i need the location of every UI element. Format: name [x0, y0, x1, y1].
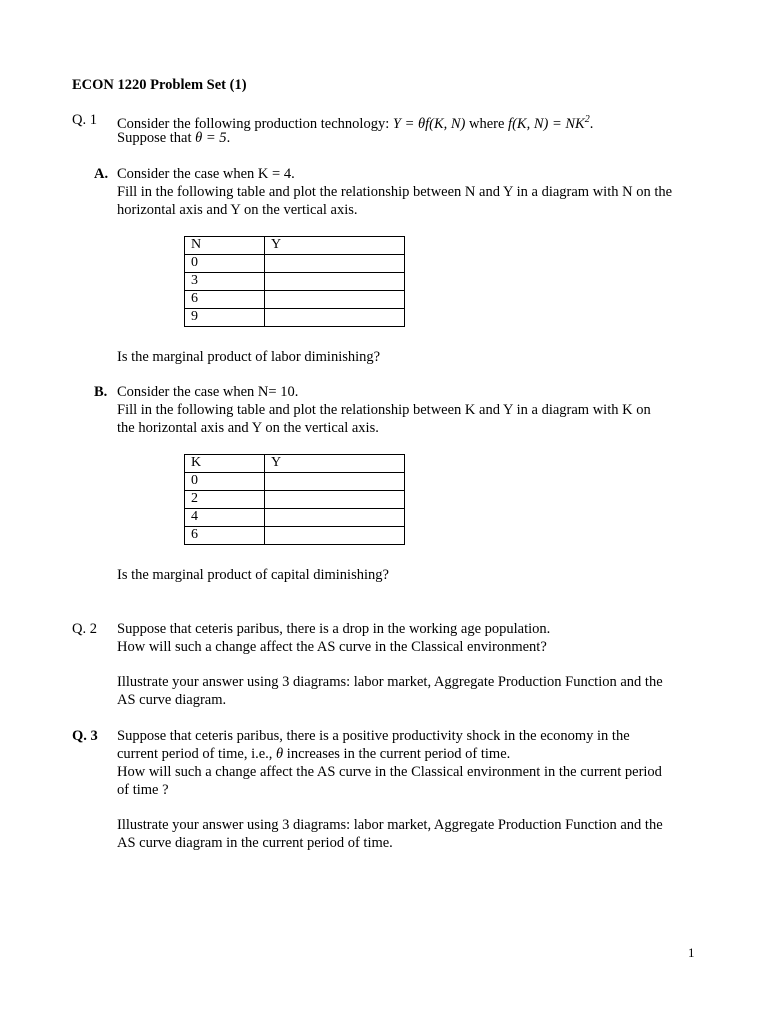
- q3-line4: of time ?: [117, 782, 169, 798]
- part-b-line2: Fill in the following table and plot the relationship between K and Y in a diagram with K on: [117, 402, 651, 418]
- production-formula: Y = θf(K, N): [392, 115, 466, 132]
- cell-k: 2: [185, 491, 265, 509]
- table-row: [185, 273, 405, 291]
- q1-line2: Suppose that θ = 5.: [117, 130, 231, 146]
- cell-n: 0: [185, 255, 265, 273]
- table-row: [185, 491, 405, 509]
- cell-y: [265, 491, 405, 509]
- q2-number: Q. 2: [72, 621, 97, 637]
- page-number: 1: [688, 945, 695, 960]
- cell-y: [265, 255, 405, 273]
- q3-line5: Illustrate your answer using 3 diagrams: labor market, Aggregate Production Function and the: [117, 817, 663, 833]
- cell-y: [265, 509, 405, 527]
- q2-line3: Illustrate your answer using 3 diagrams: labor market, Aggregate Production Function and the: [117, 674, 663, 690]
- part-b-question: Is the marginal product of capital diminishing?: [117, 567, 389, 583]
- table-n-y: [184, 236, 405, 327]
- table-k-y: [184, 454, 405, 545]
- table-row: [185, 309, 405, 327]
- part-b-line1: Consider the case when N= 10.: [117, 384, 299, 400]
- q1-line1: Consider the following production technology: Y = θf(K, N) where f(K, $N) = NK^2$.: [117, 114, 594, 132]
- cell-k: 4: [185, 509, 265, 527]
- page-title: ECON 1220 Problem Set (1): [72, 77, 247, 93]
- table-row: [185, 527, 405, 545]
- cell-n: 9: [185, 309, 265, 327]
- q2-line1: Suppose that ceteris paribus, there is a drop in the working age population.: [117, 621, 551, 637]
- table-row: [185, 509, 405, 527]
- table-row: [185, 291, 405, 309]
- part-a-line1: Consider the case when K = 4.: [117, 166, 295, 182]
- cell-k: 6: [185, 527, 265, 545]
- q3-number: Q. 3: [72, 728, 98, 744]
- table-header-row: [185, 455, 405, 473]
- part-b-line3: the horizontal axis and Y on the vertical axis.: [117, 420, 379, 436]
- q1-number: Q. 1: [72, 112, 97, 128]
- cell-n: 3: [185, 273, 265, 291]
- header-y: Y: [265, 455, 405, 473]
- table-row: [185, 255, 405, 273]
- part-a-label: A.: [94, 166, 109, 182]
- q2-line4: AS curve diagram.: [117, 692, 227, 708]
- function-formula: f(K, N) = NK: [508, 115, 585, 132]
- header-y: Y: [265, 237, 405, 255]
- theta-value: θ = 5: [195, 130, 227, 146]
- theta-symbol: θ: [276, 746, 284, 762]
- table-row: [185, 473, 405, 491]
- header-k: K: [185, 455, 265, 473]
- part-a-line2: Fill in the following table and plot the relationship between N and Y in a diagram with N on the: [117, 184, 673, 200]
- cell-n: 6: [185, 291, 265, 309]
- q2-line2: How will such a change affect the AS curve in the Classical environment?: [117, 639, 547, 655]
- header-n: N: [185, 237, 265, 255]
- part-a-line3: horizontal axis and Y on the vertical axis.: [117, 202, 358, 218]
- part-a-question: Is the marginal product of labor diminishing?: [117, 349, 381, 365]
- q3-line6: AS curve diagram in the current period of time.: [117, 835, 393, 851]
- part-b-label: B.: [94, 384, 108, 400]
- table-header-row: [185, 237, 405, 255]
- q3-line3: How will such a change affect the AS curve in the Classical environment in the current period: [117, 764, 662, 780]
- cell-y: [265, 309, 405, 327]
- q3-line1: Suppose that ceteris paribus, there is a positive productivity shock in the economy in the: [117, 728, 630, 744]
- q3-line2: current period of time, i.e., θ increases in the current period of time.: [117, 746, 511, 762]
- cell-k: 0: [185, 473, 265, 491]
- cell-y: [265, 527, 405, 545]
- cell-y: [265, 473, 405, 491]
- cell-y: [265, 273, 405, 291]
- cell-y: [265, 291, 405, 309]
